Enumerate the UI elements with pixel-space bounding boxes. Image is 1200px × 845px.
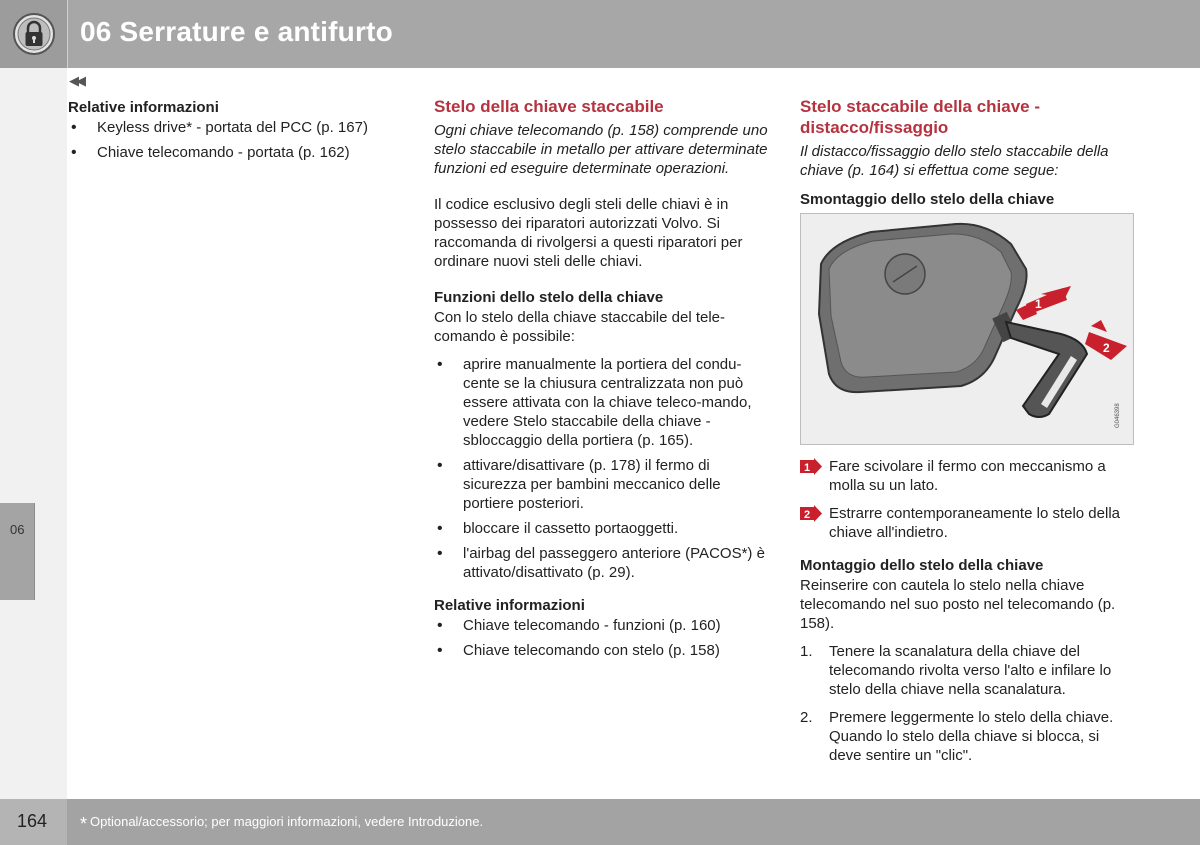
padlock-icon (12, 12, 56, 56)
related-link[interactable]: Chiave telecomando con stelo (p. 158) (463, 642, 720, 659)
function-text: bloccare il cassetto portaoggetti. (463, 520, 679, 537)
section-title: Stelo della chiave staccabile (434, 97, 664, 116)
related-info-heading: Relative informazioni (68, 99, 219, 116)
step-number: 2. (800, 709, 813, 726)
header-divider (67, 0, 68, 68)
functions-list (434, 355, 769, 582)
related-info-heading: Relative informazioni (434, 597, 585, 614)
callout-2-label: 2 (1103, 341, 1110, 355)
related-link[interactable]: Chiave telecomando - portata (p. 162) (97, 144, 350, 161)
footnote (80, 814, 483, 835)
double-chevron-left-icon[interactable]: ◀◀ (69, 73, 83, 88)
footnote-text: Optional/accessorio; per maggiori informazioni, vedere Introduzione. (90, 814, 484, 829)
list-item (434, 355, 769, 450)
function-text: l'airbag del passeggero anteriore (PACOS*) è attivato/disattivato (p. 29). (463, 545, 765, 581)
related-info-list (434, 616, 769, 660)
asterisk-marker: * (80, 814, 88, 834)
column-2 (434, 96, 769, 670)
column-3 (800, 96, 1135, 774)
callout-2-arrow (1085, 320, 1127, 360)
removal-step (800, 457, 1135, 495)
related-link[interactable]: Chiave telecomando - funzioni (p. 160) (463, 617, 721, 634)
list-item (434, 456, 769, 513)
list-item (800, 642, 1135, 699)
figure-code: G046398 (1115, 403, 1121, 428)
step-text: Premere leggermente lo stelo della chiave. Quando lo stelo della chiave si blocca, si deve sentire un "clic". (829, 709, 1114, 764)
callout-1-label: 1 (1035, 297, 1042, 311)
list-item (434, 544, 769, 582)
svg-text:2: 2 (804, 509, 811, 521)
removal-step (800, 504, 1135, 542)
mounting-intro: Reinserire con cautela lo stelo nella chiave telecomando nel suo posto nel telecomando (p. 158). (800, 577, 1116, 632)
side-margin (0, 68, 67, 799)
intro-text: Il distacco/fissaggio dello stelo staccabile della chiave (p. 164) si effettua come segue: (800, 143, 1109, 179)
list-item[interactable] (68, 118, 398, 137)
chapter-tab-label: 06 (10, 522, 25, 537)
step-text: Estrarre contemporaneamente lo stelo della chiave all'indietro. (829, 505, 1120, 541)
step-number: 1. (800, 643, 813, 660)
function-text: aprire manualmente la portiera del condu-cente se la chiusura centralizzata non può essere attivata con la chiave teleco-mando, vedere Stelo staccabile della chiave - sbloccaggio della portiera (p. 165). (463, 356, 752, 449)
step-1-badge-icon (800, 458, 822, 475)
step-2-badge-icon (800, 505, 822, 522)
step-text: Fare scivolare il fermo con meccanismo a molla su un lato. (829, 458, 1106, 494)
svg-text:1: 1 (804, 462, 811, 474)
key-illustration (800, 213, 1134, 445)
list-item (434, 519, 769, 538)
mounting-steps (800, 642, 1135, 765)
functions-heading: Funzioni dello stelo della chiave (434, 289, 664, 306)
functions-intro: Con lo stelo della chiave staccabile del tele-comando è possibile: (434, 309, 725, 345)
mounting-heading: Montaggio dello stelo della chiave (800, 557, 1044, 574)
list-item[interactable] (434, 641, 769, 660)
list-item[interactable] (434, 616, 769, 635)
page-title: 06 Serrature e antifurto (80, 16, 393, 47)
section-title: Stelo staccabile della chiave - distacco/fissaggio (800, 97, 1041, 137)
list-item (800, 708, 1135, 765)
page-number: 164 (17, 811, 48, 831)
chapter-tab[interactable] (0, 503, 35, 600)
related-info-list (68, 118, 398, 162)
function-text: attivare/disattivare (p. 178) il fermo di sicurezza per bambini meccanico delle portiere posteriori. (463, 457, 721, 512)
intro-text: Ogni chiave telecomando (p. 158) comprende uno stelo staccabile in metallo per attivare determinate funzioni ed eseguire determinate operazioni. (434, 122, 768, 177)
step-text: Tenere la scanalatura della chiave del telecomando rivolta verso l'alto e infilare lo stelo della chiave nella scanalatura. (829, 643, 1112, 698)
removal-heading: Smontaggio dello stelo della chiave (800, 191, 1055, 208)
body-text: Il codice esclusivo degli steli delle chiavi è in possesso dei riparatori autorizzati Volvo. Si raccomanda di rivolgersi a questi riparatori per ordinare nuovi steli delle chiavi. (434, 196, 743, 270)
related-link[interactable]: Keyless drive* - portata del PCC (p. 167) (97, 119, 368, 136)
column-1 (68, 96, 398, 172)
list-item[interactable] (68, 143, 398, 162)
key-fob-drawing (801, 214, 1133, 444)
